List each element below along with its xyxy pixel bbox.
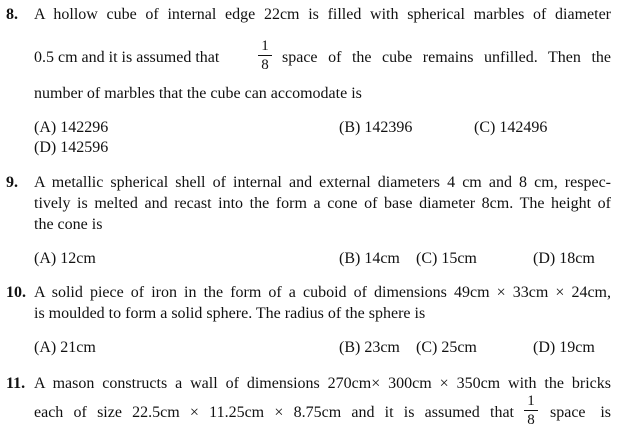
question-text-line: each of size 22.5cm × 11.25cm × 8.75cm and it is assumed that (34, 404, 514, 421)
fraction-denominator: 8 (261, 57, 269, 73)
fraction-numerator: 1 (527, 393, 535, 409)
question-text-line: number of marbles that the cube can accomodate is (34, 85, 362, 102)
option-b: (B) 142396 (339, 119, 413, 136)
option-d: (D) 19cm (533, 339, 595, 356)
option-c: (C) 15cm (416, 250, 477, 267)
question-number: 10. (6, 284, 26, 301)
option-c: (C) 25cm (416, 339, 477, 356)
question-number: 11. (6, 375, 26, 392)
question-text-line: A metallic spherical shell of internal and external diameters 4 cm and 8 cm, respec- (34, 174, 611, 191)
option-a: (A) 12cm (34, 250, 96, 267)
question-text-line: A solid piece of iron in the form of a cuboid of dimensions 49cm × 33cm × 24cm, (34, 284, 611, 301)
fraction (258, 38, 272, 73)
question-number: 9. (6, 174, 18, 191)
option-c: (C) 142496 (474, 119, 548, 136)
fraction-denominator: 8 (527, 412, 535, 428)
question-text-line: space is (550, 404, 611, 421)
question-text-line: A hollow cube of internal edge 22cm is filled with spherical marbles of diameter (34, 6, 611, 23)
option-b: (B) 14cm (339, 250, 400, 267)
question-text-line: A mason constructs a wall of dimensions 270cm× 300cm × 350cm with the bricks (34, 375, 611, 392)
question-text-line: is moulded to form a solid sphere. The radius of the sphere is (34, 305, 426, 322)
fraction-bar (524, 410, 538, 411)
option-d: (D) 18cm (533, 250, 595, 267)
option-b: (B) 23cm (339, 339, 400, 356)
fraction-numerator: 1 (261, 38, 269, 54)
question-text-line: 0.5 cm and it is assumed that (34, 49, 220, 66)
question-text-line: the cone is (34, 216, 103, 233)
fraction (524, 393, 538, 428)
option-a: (A) 142296 (34, 119, 109, 136)
option-d: (D) 142596 (34, 139, 109, 156)
fraction-bar (258, 55, 272, 56)
question-text-line: tively is melted and recast into the form a cone of base diameter 8cm. The height of (34, 195, 611, 212)
option-a: (A) 21cm (34, 339, 96, 356)
question-text-line: space of the cube remains unfilled. Then the (282, 49, 611, 66)
question-number: 8. (6, 6, 18, 23)
